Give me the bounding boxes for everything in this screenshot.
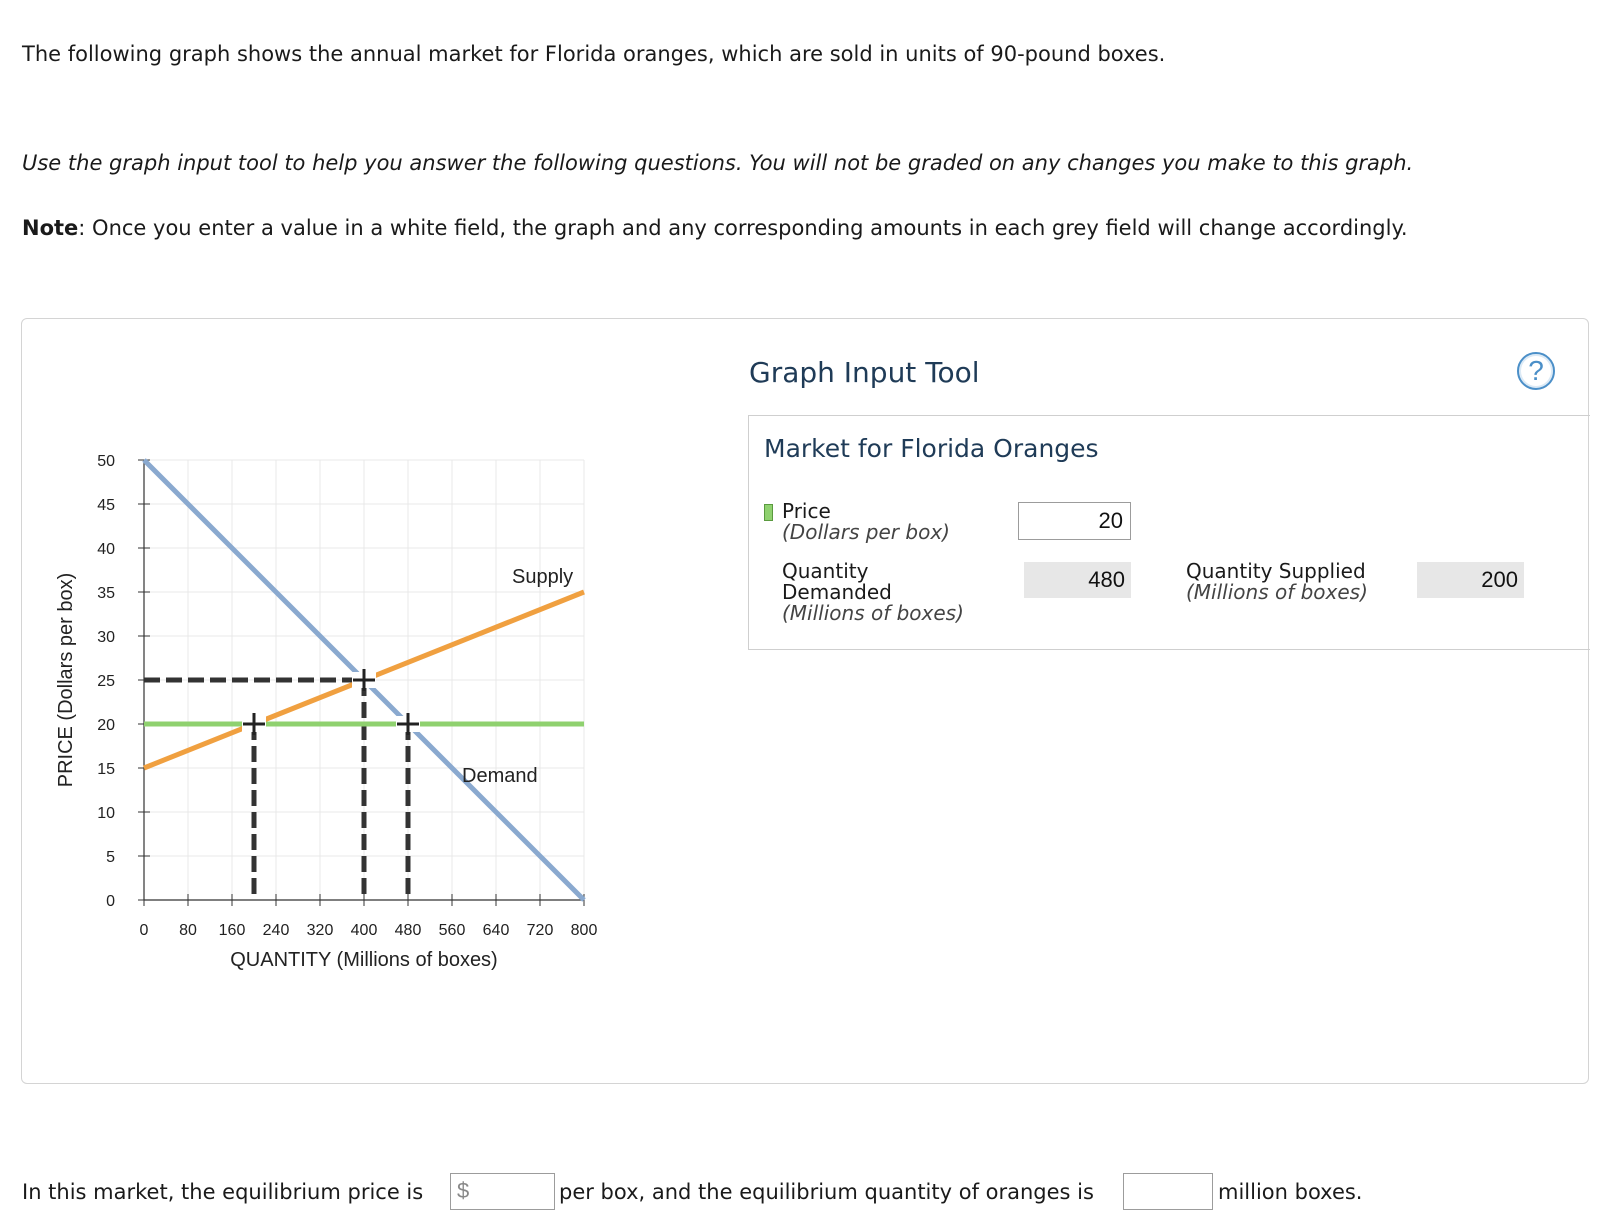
- x-tick-label: 160: [218, 922, 246, 939]
- tool-subtitle: Market for Florida Oranges: [764, 434, 1099, 463]
- price-swatch-icon: [764, 504, 773, 521]
- question-part-1: In this market, the equilibrium price is: [22, 1180, 424, 1204]
- price-input[interactable]: 20: [1018, 502, 1131, 540]
- price-label-block: [782, 501, 950, 543]
- market-chart[interactable]: [22, 319, 722, 1085]
- y-tick-label: 10: [97, 805, 115, 822]
- x-tick-label: 400: [350, 922, 378, 939]
- qd-label-block: [782, 561, 964, 624]
- x-tick-label: 560: [438, 922, 466, 939]
- equilibrium-price-input[interactable]: [450, 1173, 555, 1210]
- price-unit: (Dollars per box): [782, 520, 950, 544]
- x-tick-label: 240: [262, 922, 290, 939]
- y-tick-label: 45: [97, 497, 115, 514]
- y-tick-label: 20: [97, 717, 115, 734]
- y-tick-label: 50: [97, 453, 115, 470]
- x-axis-title: QUANTITY (Millions of boxes): [230, 949, 498, 971]
- quantity-demanded-value: 480: [1024, 562, 1131, 598]
- tool-title: Graph Input Tool: [749, 356, 980, 389]
- x-tick-label: 640: [482, 922, 510, 939]
- qs-label-block: [1186, 561, 1368, 603]
- qs-unit: (Millions of boxes): [1186, 580, 1368, 604]
- y-tick-label: 35: [97, 585, 115, 602]
- y-tick-label: 25: [97, 673, 115, 690]
- y-tick-label: 0: [106, 893, 115, 910]
- dollar-sign: $: [457, 1178, 470, 1203]
- qd-label-2: Demanded: [782, 580, 892, 604]
- y-tick-label: 40: [97, 541, 115, 558]
- question-part-3: million boxes.: [1218, 1180, 1363, 1204]
- note-text: [22, 216, 1408, 240]
- x-tick-label: 320: [306, 922, 334, 939]
- x-tick-label: 80: [179, 922, 197, 939]
- qd-label-1: Quantity: [782, 559, 869, 583]
- quantity-supplied-value: 200: [1417, 562, 1524, 598]
- chart-ticks: [97, 453, 597, 939]
- y-tick-label: 30: [97, 629, 115, 646]
- tool-box: [748, 415, 1590, 650]
- x-tick-label: 0: [139, 922, 149, 939]
- x-tick-label: 800: [570, 922, 598, 939]
- note-body: : Once you enter a value in a white field, the graph and any corresponding amounts in each grey field will change accordingly.: [78, 216, 1408, 240]
- y-tick-label: 5: [106, 849, 115, 866]
- help-icon[interactable]: ?: [1517, 352, 1555, 390]
- price-label: Price: [782, 499, 831, 523]
- x-tick-label: 480: [394, 922, 422, 939]
- note-bold: Note: [22, 216, 79, 240]
- y-axis-title: PRICE (Dollars per box): [55, 572, 77, 788]
- qd-unit: (Millions of boxes): [782, 601, 964, 625]
- qs-label: Quantity Supplied: [1186, 559, 1366, 583]
- equilibrium-quantity-input[interactable]: [1123, 1173, 1213, 1210]
- supply-label: Supply: [512, 566, 574, 588]
- question-part-2: per box, and the equilibrium quantity of oranges is: [559, 1180, 1094, 1204]
- graph-panel: [21, 318, 1589, 1084]
- x-tick-label: 720: [526, 922, 554, 939]
- intro-text: The following graph shows the annual market for Florida oranges, which are sold in units of 90-pound boxes.: [22, 42, 1166, 66]
- instructions-text: Use the graph input tool to help you answer the following questions. You will not be graded on any changes you make to this graph.: [22, 151, 1414, 175]
- demand-label: Demand: [462, 765, 538, 788]
- y-tick-label: 15: [97, 761, 115, 778]
